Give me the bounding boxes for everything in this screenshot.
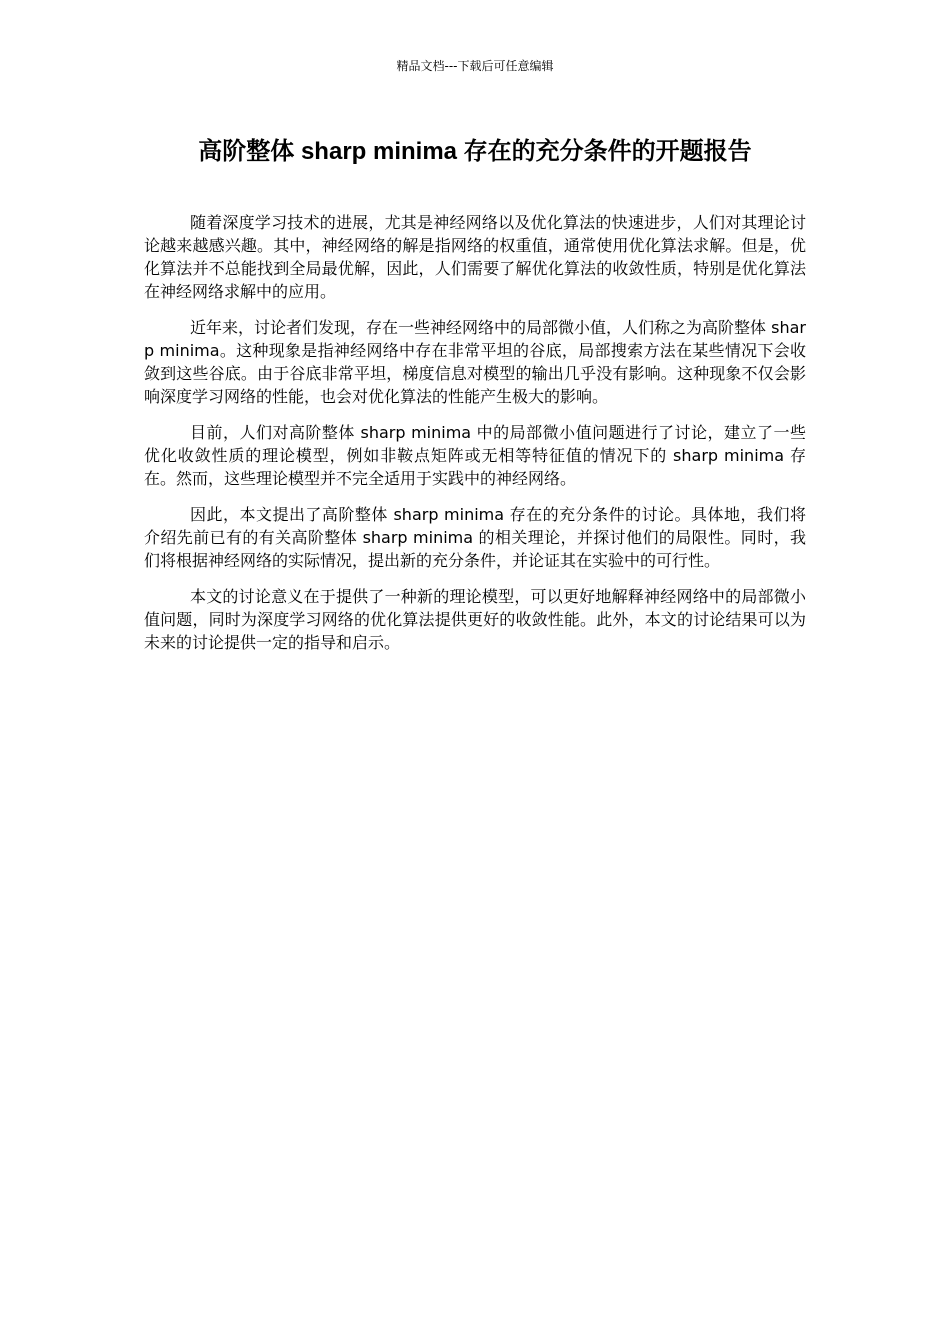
paragraph-1: 随着深度学习技术的进展，尤其是神经网络以及优化算法的快速进步，人们对其理论讨论越来越感兴趣。其中，神经网络的解是指网络的权重值，通常使用优化算法求解。但是，优化算法并不总能找到全局最优解，因此，人们需要了解优化算法的收敛性质，特别是优化算法在神经网络求解中的应用。 xyxy=(144,213,806,301)
paragraph-3: 目前，人们对高阶整体 sharp minima 中的局部微小值问题进行了讨论，建立了一些优化收敛性质的理论模型，例如非鞍点矩阵或无相等特征值的情况下的 sharp minima 存在。然而，这些理论模型并不完全适用于实践中的神经网络。 xyxy=(144,423,806,488)
paragraph-5: 本文的讨论意义在于提供了一种新的理论模型，可以更好地解释神经网络中的局部微小值问题，同时为深度学习网络的优化算法提供更好的收敛性能。此外，本文的讨论结果可以为未来的讨论提供一定的指导和启示。 xyxy=(144,587,806,652)
paragraph-2: 近年来，讨论者们发现，存在一些神经网络中的局部微小值，人们称之为高阶整体 sharp minima。这种现象是指神经网络中存在非常平坦的谷底，局部搜索方法在某些情况下会收敛到这些谷底。由于谷底非常平坦，梯度信息对模型的输出几乎没有影响。这种现象不仅会影响深度学习网络的性能，也会对优化算法的性能产生极大的影响。 xyxy=(144,318,806,406)
paragraph-4: 因此，本文提出了高阶整体 sharp minima 存在的充分条件的讨论。具体地，我们将介绍先前已有的有关高阶整体 sharp minima 的相关理论，并探讨他们的局限性。同时，我们将根据神经网络的实际情况，提出新的充分条件，并论证其在实验中的可行性。 xyxy=(144,505,806,570)
document-title: 高阶整体 sharp minima 存在的充分条件的开题报告 xyxy=(198,138,752,165)
document-body xyxy=(144,211,806,667)
header-note: 精品文档---下载后可任意编辑 xyxy=(396,59,554,73)
